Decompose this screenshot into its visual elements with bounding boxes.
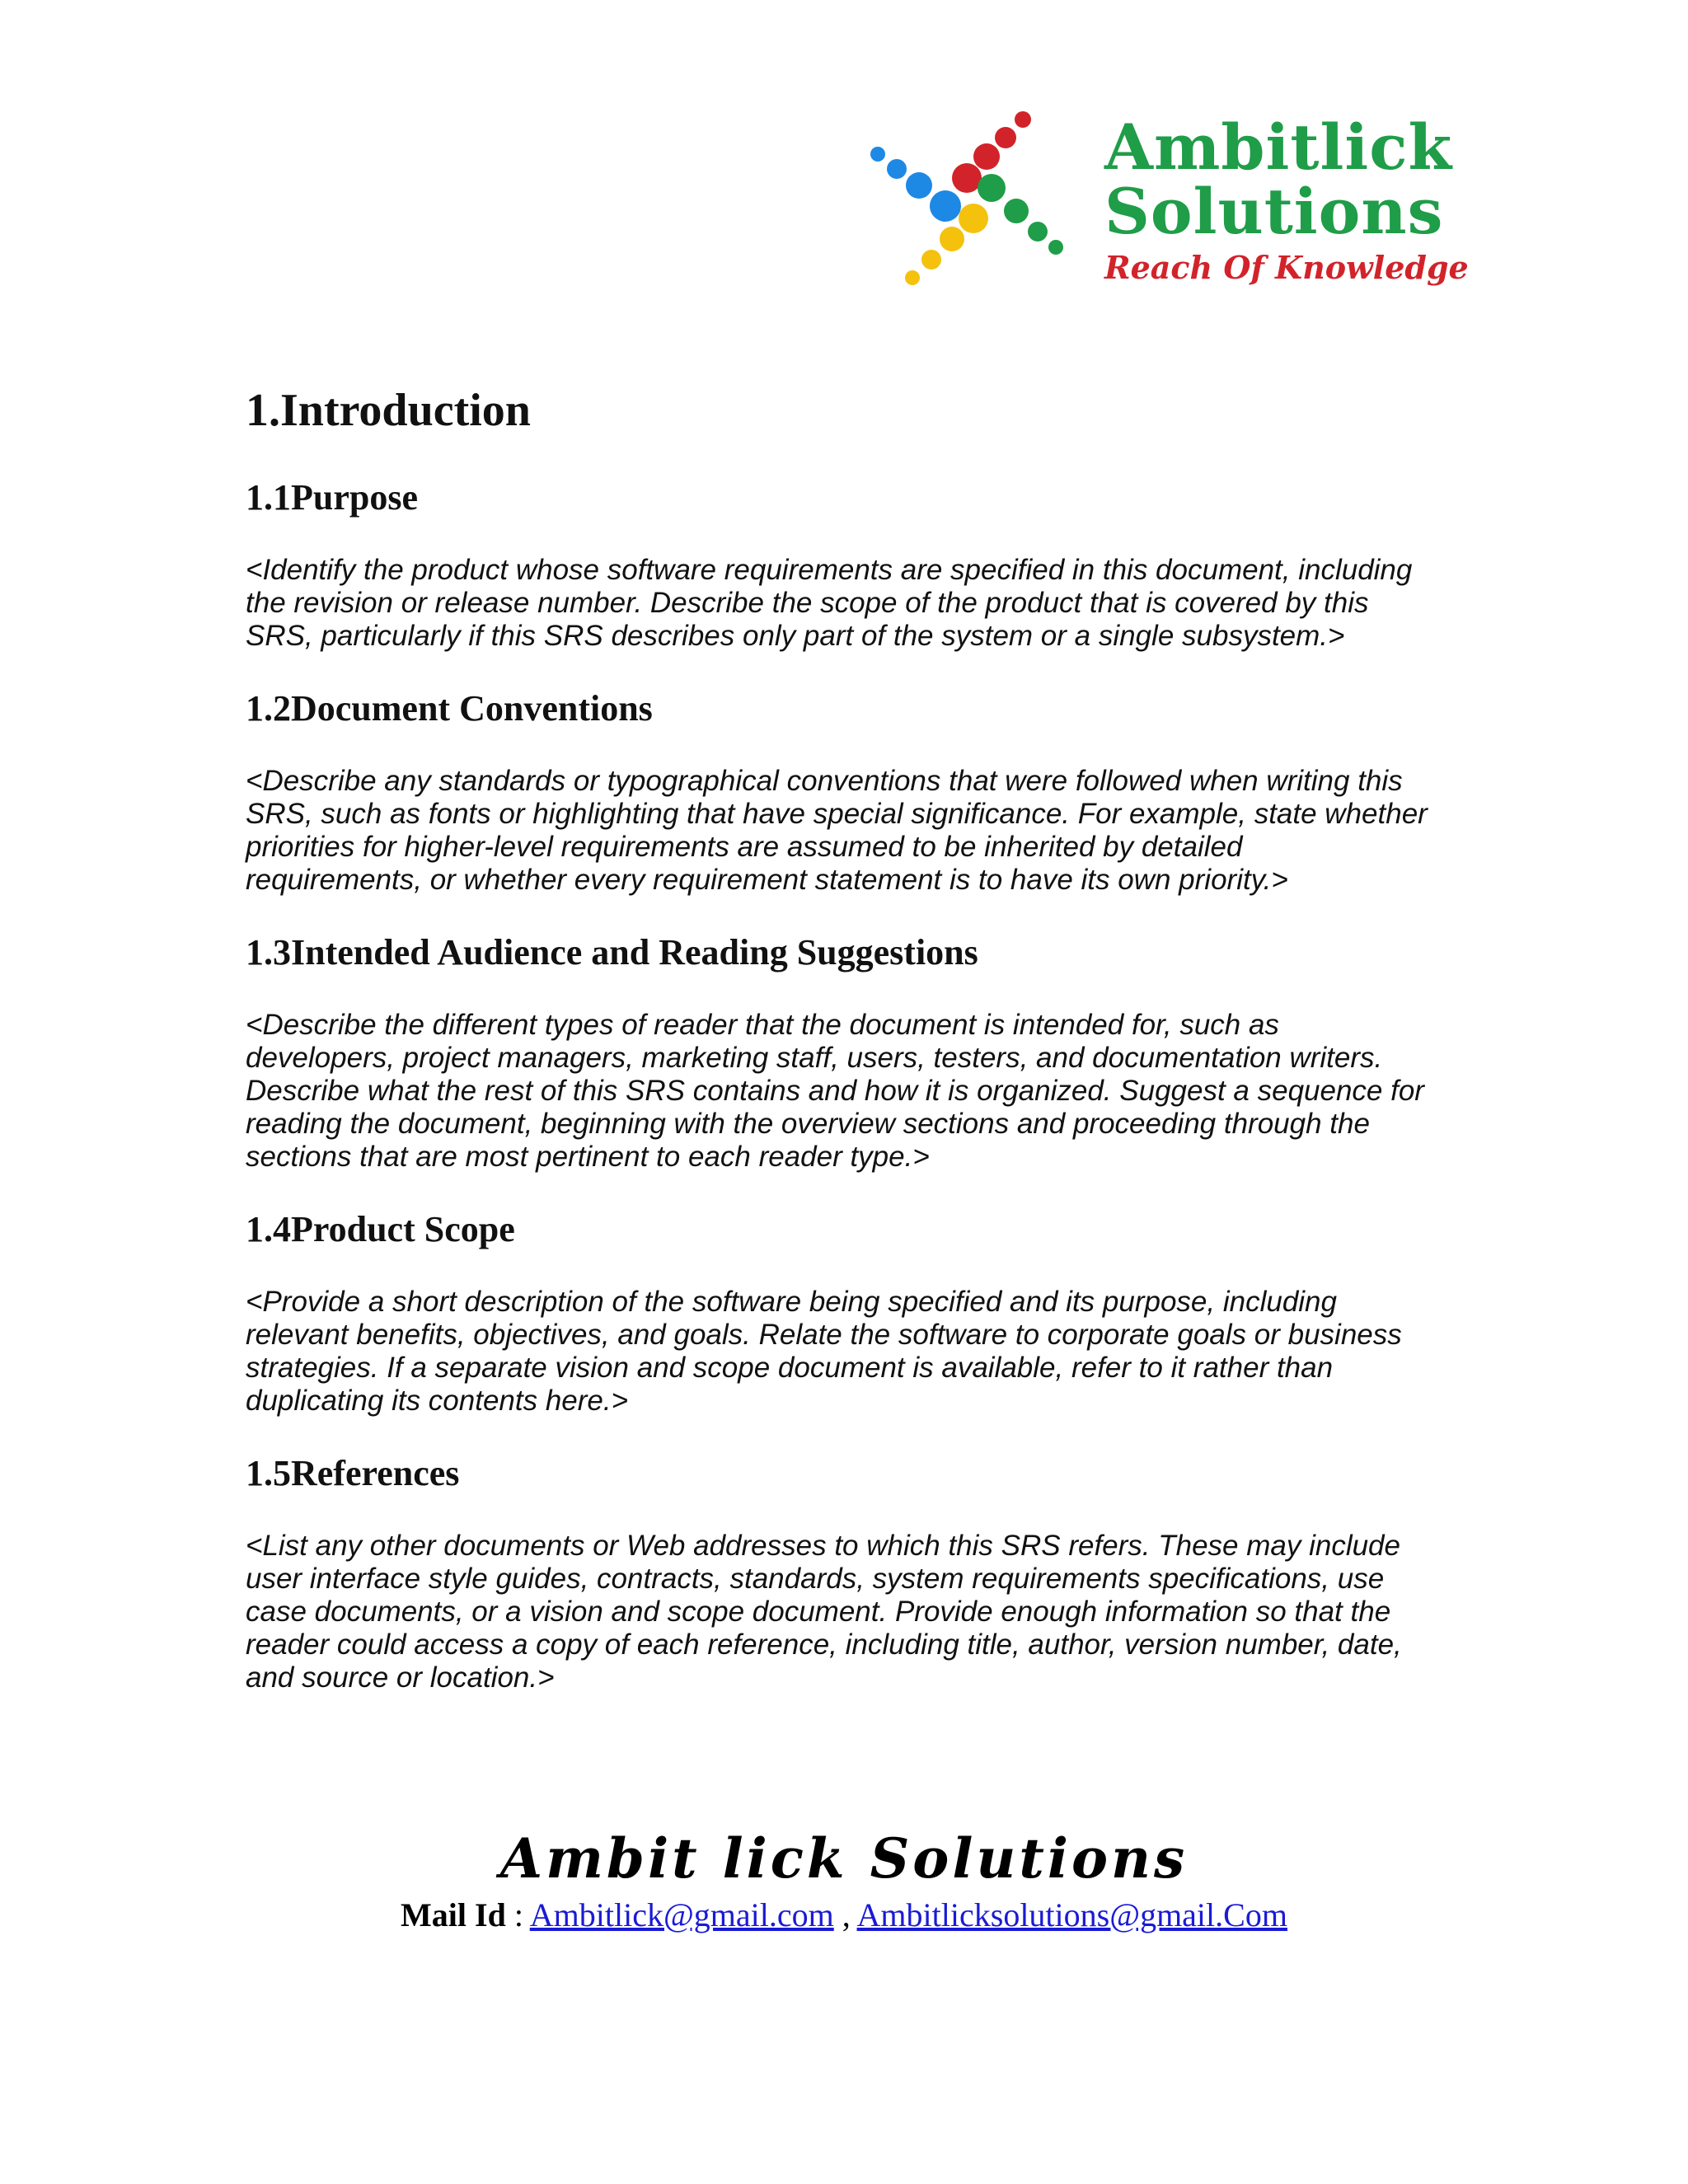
section-body: <Provide a short description of the software being specified and its purpose, including relevant benefits, objectives, and goals. Relate the software to corporate goals or business strategies. If a separate vision and scope document is available, refer to it rather than duplicating its contents here.> (246, 1286, 1402, 1417)
section-heading: 1.1Purpose (246, 477, 418, 518)
logo-dots-icon (870, 107, 1084, 305)
section-heading: 1.5References (246, 1453, 460, 1493)
section-heading: 1.4Product Scope (246, 1209, 515, 1249)
logo-name-line2: Solutions (1104, 175, 1444, 248)
company-logo (870, 107, 1469, 305)
mail-separator: : (505, 1896, 530, 1933)
email-link-secondary[interactable]: Ambitlicksolutions@gmail.Com (856, 1896, 1287, 1933)
mail-label: Mail Id (401, 1896, 506, 1933)
section-body: <Describe any standards or typographical conventions that were followed when writing this SRS, such as fonts or highlighting that have special significance. For example, state whether priorities for higher-level requirements are assumed to be inherited by detailed requirements, or whether every requirement statement is to have its own priority.> (246, 765, 1428, 896)
logo-wordmark (1104, 110, 1469, 288)
email-link-primary[interactable]: Ambitlick@gmail.com (529, 1896, 834, 1933)
section-document-conventions (246, 686, 1498, 897)
section-body: <Identify the product whose software requirements are specified in this document, including the revision or release number. Describe the scope of the product that is covered by this SRS, particularly if this SRS describes only part of the system or a single subsystem.> (246, 554, 1413, 652)
section-body: <List any other documents or Web addresses to which this SRS refers. These may include user interface style guides, contracts, standards, system requirements specifications, use case documents, or a vision and scope document. Provide enough information so that the reader could access a copy of each reference, including title, author, version number, date, and source or location.> (246, 1530, 1402, 1694)
section-references (246, 1451, 1498, 1694)
section-body: <Describe the different types of reader that the document is intended for, such as developers, project managers, marketing staff, users, testers, and documentation writers. Describe what the rest of this SRS contains and how it is organized. Suggest a sequence for reading the document, beginning with the overview sections and proceeding through the sections that are most pertinent to each reader type.> (246, 1009, 1424, 1173)
document-body (246, 381, 1498, 1694)
mail-separator: , (833, 1896, 857, 1933)
footer-brand-name: Ambit lick Solutions (499, 1826, 1189, 1891)
section-heading: 1.2Document Conventions (246, 688, 653, 729)
logo-tagline: Reach Of Knowledge (1104, 249, 1469, 286)
section-heading: 1.3Intended Audience and Reading Suggestions (246, 932, 978, 972)
section-purpose (246, 475, 1498, 653)
page-footer (0, 1825, 1688, 1936)
section-product-scope (246, 1207, 1498, 1418)
document-title: 1.Introduction (246, 385, 531, 436)
logo-name-line1: Ambitlick (1104, 110, 1453, 184)
section-intended-audience (246, 930, 1498, 1174)
footer-contact (0, 1895, 1688, 1936)
